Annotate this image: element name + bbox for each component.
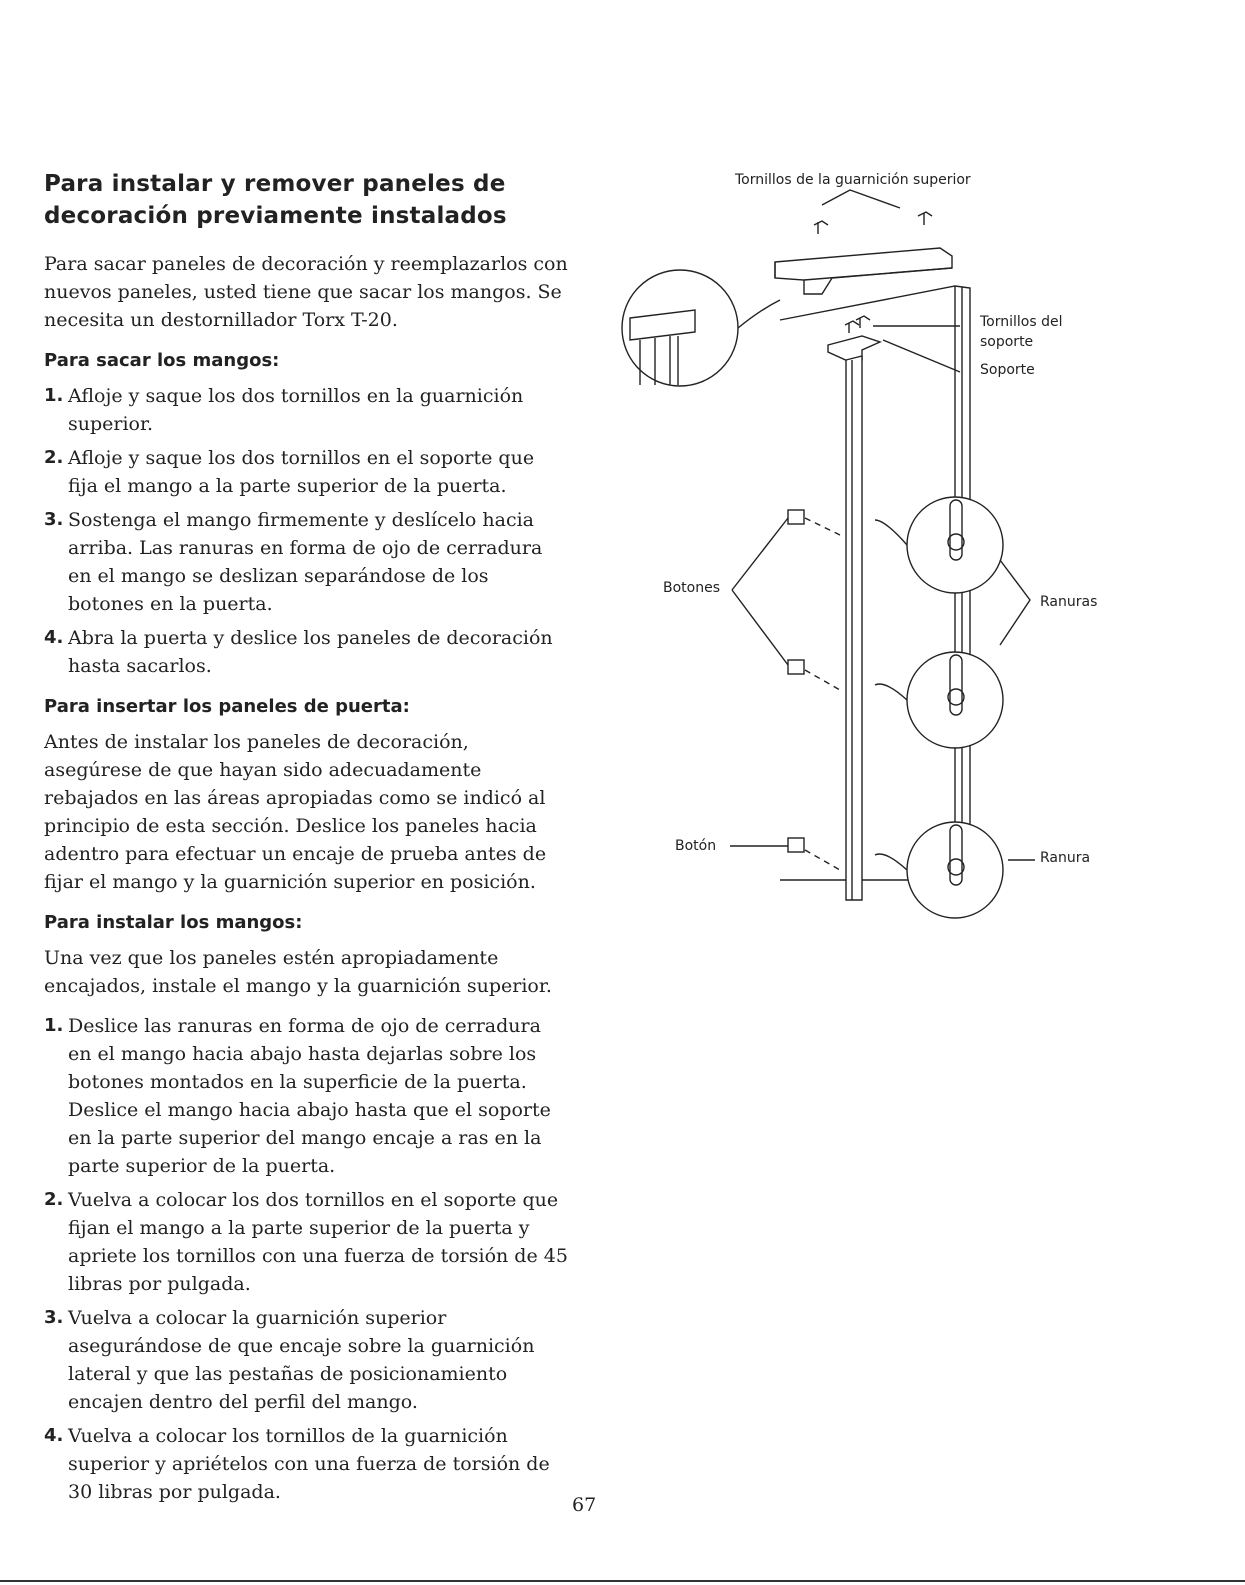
list-item: 4. Abra la puerta y deslice los paneles de decoración hasta sacarlos. — [44, 627, 553, 677]
slot-label: Ranura — [1040, 850, 1091, 866]
insert-panels-paragraph: Antes de instalar los paneles de decoración, asegúrese de que hayan sido adecuadamente rebajados en las áreas apropiadas como se indicó al principio de esta sección. Deslice los paneles hacia adentro para efectuar un encaje de prueba antes de fijar el mango y la guarnición superior en posición. — [44, 731, 547, 893]
remove-handles-heading: Para sacar los mangos: — [44, 350, 280, 371]
handle — [846, 356, 862, 900]
list-item: 2. Afloje y saque los dos tornillos en el soporte que fija el mango a la parte superior de la puerta. — [44, 447, 535, 497]
buttons-label: Botones — [663, 580, 721, 596]
intro-paragraph: Para sacar paneles de decoración y reemplazarlos con nuevos paneles, usted tiene que sacar los mangos. Se necesita un destornillador Torx T-20. — [44, 253, 568, 331]
top-trim — [775, 248, 952, 294]
install-handles-heading: Para instalar los mangos: — [44, 912, 303, 933]
button-label: Botón — [675, 838, 717, 854]
button-middle — [788, 660, 804, 674]
install-handles-steps — [44, 1012, 569, 1506]
list-item: 2. Vuelva a colocar los dos tornillos en el soporte que fijan el mango a la parte superior de la puerta y apriete los tornillos con una fuerza de torsión de 45 libras por pulgada. — [44, 1189, 568, 1295]
list-item: 3. Vuelva a colocar la guarnición superior asegurándose de que encaje sobre la guarnición lateral y que las pestañas de posicionamiento encajen dentro del perfil del mango. — [44, 1307, 535, 1413]
page-number: 67 — [572, 1494, 597, 1516]
bracket-label: Soporte — [980, 362, 1035, 378]
slots-label: Ranuras — [1040, 594, 1098, 610]
list-item: 1. Afloje y saque los dos tornillos en la guarnición superior. — [44, 385, 524, 435]
top-screws-label: Tornillos de la guarnición superior — [735, 172, 971, 188]
list-item: 1. Deslice las ranuras en forma de ojo de cerradura en el mango hacia abajo hasta dejarlas sobre los botones montados en la superficie de la puerta. Deslice el mango hacia abajo hasta que el soporte en la parte superior del mango encaje a ras en la parte superior de la puerta. — [44, 1015, 551, 1177]
insert-panels-heading: Para insertar los paneles de puerta: — [44, 696, 410, 717]
list-item: 4. Vuelva a colocar los tornillos de la guarnición superior y apriételos con una fuerza de torsión de 30 libras por pulgada. — [44, 1425, 550, 1503]
door-handle-illustration — [600, 160, 1220, 960]
bottom-rule — [0, 1580, 1245, 1582]
button-bottom — [788, 838, 804, 852]
page-title: Para instalar y remover paneles de decoración previamente instalados — [44, 171, 507, 229]
list-item: 3. Sostenga el mango firmemente y deslícelo hacia arriba. Las ranuras en forma de ojo de cerradura en el mango se deslizan separándose de los botones en la puerta. — [44, 509, 543, 615]
bracket-screws-label: Tornillos del soporte — [980, 314, 1063, 350]
text-column — [44, 168, 569, 1512]
arrow-to-screws — [822, 190, 900, 208]
remove-handles-steps — [44, 382, 569, 680]
install-handles-intro: Una vez que los paneles estén apropiadamente encajados, instale el mango y la guarnición superior. — [44, 947, 552, 997]
button-top — [788, 510, 804, 524]
